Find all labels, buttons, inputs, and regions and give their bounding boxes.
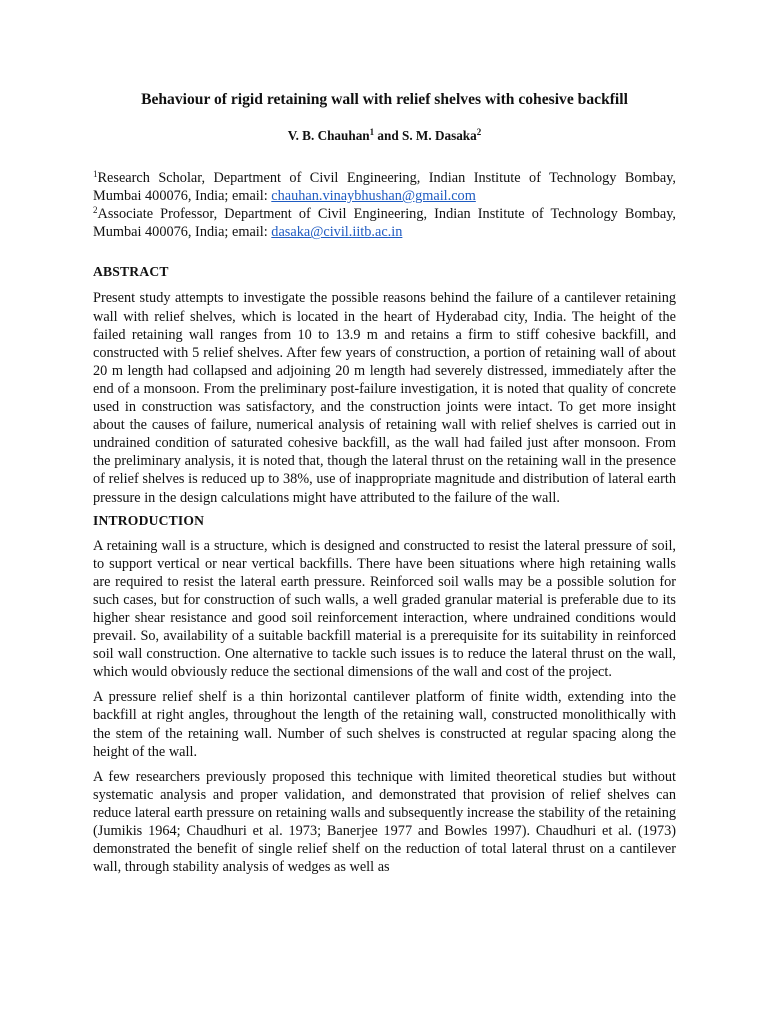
author-conjunction: and: [374, 128, 402, 143]
affiliation-2-sup: 2: [93, 205, 98, 216]
affiliation-1-sup: 1: [93, 169, 98, 180]
introduction-paragraph-2: A pressure relief shelf is a thin horizontal cantilever platform of finite width, extending into the backfill at right angles, throughout the length of the retaining wall, constructed monolithically with the stem of the retaining wall. Number of such shelves is constructed at regular spacing along the height of the wall.: [93, 689, 676, 760]
affiliation-2-email-link[interactable]: dasaka@civil.iitb.ac.in: [271, 224, 403, 241]
introduction-heading: INTRODUCTION: [93, 512, 205, 528]
author-2-sup: 2: [476, 127, 482, 137]
author-2: S. M. Dasaka: [401, 128, 477, 143]
affiliation-1-email-link[interactable]: chauhan.vinaybhushan@gmail.com: [271, 188, 476, 205]
abstract-paragraph: Present study attempts to investigate the possible reasons behind the failure of a cantilever retaining wall with relief shelves, which is located in the heart of Hyderabad city, India. The height of the failed retaining wall ranges from 10 to 13.9 m and retains a firm to stiff cohesive backfill, and constructed with 5 relief shelves. After few years of construction, a portion of retaining wall of about 20 m length had collapsed and adjoining 20 m length had severely distressed, immediately after the end of a monsoon. From the preliminary post-failure investigation, it is noted that quality of concrete used in construction was satisfactory, and the construction joints were intact. To get more insight about the causes of failure, numerical analysis of retaining wall with relief shelves is carried out in undrained condition of saturated cohesive backfill, as the wall had failed just after monsoon. From the preliminary analysis, it is noted that, though the lateral thrust on the retaining wall in the presence of relief shelves is reduced up to 38%, use of inappropriate magnitude and distribution of lateral earth pressure in the design calculations might have attributed to the failure of the wall.: [93, 290, 676, 506]
author-1: V. B. Chauhan: [287, 128, 370, 143]
affiliation-2: [93, 205, 676, 241]
affiliation-1-text: Research Scholar, Department of Civil Engineering, Indian Institute of Technology Bombay, Mumbai 400076, India; email:: [93, 170, 676, 205]
affiliation-2-text: Associate Professor, Department of Civil Engineering, Indian Institute of Technology Bombay, Mumbai 400076, India; email:: [93, 206, 676, 241]
affiliation-1: [93, 169, 676, 205]
paper-title: Behaviour of rigid retaining wall with relief shelves with cohesive backfill: [141, 91, 628, 108]
introduction-paragraph-1: A retaining wall is a structure, which is designed and constructed to resist the lateral pressure of soil, to support vertical or near vertical backfills. There have been situations where high retaining walls are required to resist the lateral earth pressure. Reinforced soil walls may be a possible solution for such cases, but for construction of such walls, a well graded granular material is preferable due to its higher shear resistance and good soil reinforcement interaction, where undrained conditions would prevail. So, availability of a suitable backfill material is a prerequisite for its suitability in reinforced soil wall construction. One alternative to tackle such issues is to reduce the lateral thrust on the wall, which would obviously reduce the sectional dimensions of the wall and cost of the project.: [93, 537, 676, 681]
author-1-sup: 1: [369, 127, 375, 137]
introduction-paragraph-3: A few researchers previously proposed this technique with limited theoretical studies but without systematic analysis and proper validation, and demonstrated that provision of relief shelves can reduce lateral earth pressure on retaining walls and subsequently increase the stability of the retaining (Jumikis 1964; Chaudhuri et al. 1973; Banerjee 1977 and Bowles 1997). Chaudhuri et al. (1973) demonstrated the benefit of single relief shelf on the reduction of total lateral thrust on a cantilever wall, through stability analysis of wedges as well as: [93, 768, 676, 876]
abstract-heading: ABSTRACT: [93, 264, 169, 280]
author-line: [93, 110, 676, 145]
